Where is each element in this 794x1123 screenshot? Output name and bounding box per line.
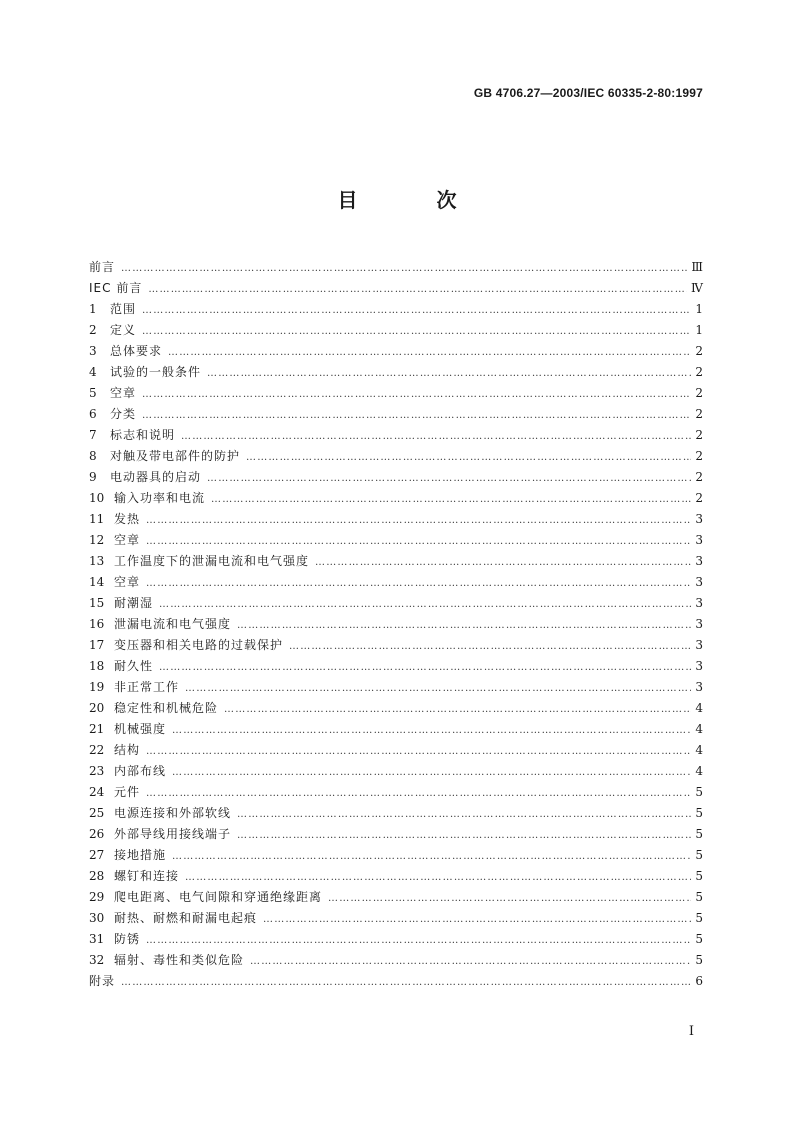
toc-leader-dots bbox=[207, 468, 691, 489]
toc-leader-dots bbox=[263, 909, 691, 930]
toc-entry-label: 结构 bbox=[114, 743, 141, 757]
toc-entry-page: 5 bbox=[695, 848, 703, 862]
toc-entry-page: 5 bbox=[695, 911, 703, 925]
toc-entry-page: 2 bbox=[695, 491, 703, 505]
toc-entry-number: 3 bbox=[89, 344, 97, 358]
toc-entry-number: 8 bbox=[89, 449, 97, 463]
toc-entry-page: 3 bbox=[695, 617, 703, 631]
toc-entry-page: 3 bbox=[695, 680, 703, 694]
toc-entry-label: 空章 bbox=[110, 386, 137, 400]
toc-entry-label: 前言 bbox=[89, 260, 116, 274]
toc-entry[interactable] bbox=[89, 635, 703, 656]
toc-entry-number: 26 bbox=[89, 827, 105, 841]
toc-entry-label: 发热 bbox=[114, 512, 141, 526]
toc-leader-dots bbox=[237, 825, 691, 846]
toc-entry-page: Ⅳ bbox=[691, 281, 703, 295]
toc-leader-dots bbox=[146, 783, 691, 804]
toc-entry-label: 外部导线用接线端子 bbox=[114, 827, 232, 841]
toc-entry-number: 21 bbox=[89, 722, 105, 736]
toc-entry-label: 元件 bbox=[114, 785, 141, 799]
toc-entry-page: 2 bbox=[695, 365, 703, 379]
toc-entry[interactable] bbox=[89, 509, 703, 530]
toc-entry[interactable] bbox=[89, 530, 703, 551]
toc-leader-dots bbox=[211, 489, 691, 510]
toc-leader-dots bbox=[250, 951, 691, 972]
toc-entry-page: 2 bbox=[695, 344, 703, 358]
toc-entry[interactable] bbox=[89, 593, 703, 614]
toc-entry-page: Ⅲ bbox=[691, 260, 703, 274]
toc-entry-page: 6 bbox=[695, 974, 703, 988]
toc-entry[interactable] bbox=[89, 761, 703, 782]
toc-entry-label: 接地措施 bbox=[114, 848, 167, 862]
toc-entry[interactable] bbox=[89, 362, 703, 383]
toc-entry-number: 32 bbox=[89, 953, 105, 967]
toc-entry[interactable] bbox=[89, 971, 703, 992]
toc-entry[interactable] bbox=[89, 278, 703, 299]
toc-entry[interactable] bbox=[89, 740, 703, 761]
toc-entry-number: 22 bbox=[89, 743, 105, 757]
toc-entry[interactable] bbox=[89, 656, 703, 677]
toc-entry-label: 泄漏电流和电气强度 bbox=[114, 617, 232, 631]
toc-leader-dots bbox=[142, 384, 691, 405]
toc-leader-dots bbox=[121, 258, 687, 279]
toc-entry-page: 2 bbox=[695, 428, 703, 442]
toc-leader-dots bbox=[148, 279, 687, 300]
toc-entry-label: 空章 bbox=[114, 575, 141, 589]
toc-entry-page: 5 bbox=[695, 953, 703, 967]
toc-entry-page: 4 bbox=[695, 722, 703, 736]
toc-entry-page: 2 bbox=[695, 470, 703, 484]
toc-leader-dots bbox=[289, 636, 691, 657]
toc-entry-page: 2 bbox=[695, 449, 703, 463]
toc-entry-page: 5 bbox=[695, 890, 703, 904]
toc-entry-page: 3 bbox=[695, 512, 703, 526]
toc-entry-page: 2 bbox=[695, 407, 703, 421]
toc-entry[interactable] bbox=[89, 782, 703, 803]
table-of-contents bbox=[89, 257, 703, 992]
toc-entry[interactable] bbox=[89, 614, 703, 635]
toc-entry-number: 28 bbox=[89, 869, 105, 883]
toc-entry-page: 5 bbox=[695, 806, 703, 820]
toc-leader-dots bbox=[172, 762, 691, 783]
toc-leader-dots bbox=[181, 426, 691, 447]
toc-entry[interactable] bbox=[89, 845, 703, 866]
toc-entry[interactable] bbox=[89, 803, 703, 824]
toc-entry[interactable] bbox=[89, 467, 703, 488]
toc-entry[interactable] bbox=[89, 929, 703, 950]
toc-entry-page: 3 bbox=[695, 575, 703, 589]
toc-entry-number: 11 bbox=[89, 512, 105, 526]
toc-entry[interactable] bbox=[89, 257, 703, 278]
toc-leader-dots bbox=[142, 300, 691, 321]
toc-entry-number: 18 bbox=[89, 659, 105, 673]
toc-leader-dots bbox=[146, 510, 691, 531]
toc-entry-number: 7 bbox=[89, 428, 97, 442]
toc-entry[interactable] bbox=[89, 572, 703, 593]
toc-entry-page: 3 bbox=[695, 554, 703, 568]
toc-entry-number: 9 bbox=[89, 470, 97, 484]
toc-entry-label: 耐久性 bbox=[114, 659, 154, 673]
toc-entry-page: 5 bbox=[695, 932, 703, 946]
toc-leader-dots bbox=[246, 447, 691, 468]
toc-leader-dots bbox=[168, 342, 691, 363]
toc-entry-number: 1 bbox=[89, 302, 97, 316]
toc-leader-dots bbox=[328, 888, 691, 909]
toc-leader-dots bbox=[185, 678, 691, 699]
toc-leader-dots bbox=[207, 363, 691, 384]
toc-leader-dots bbox=[237, 804, 691, 825]
toc-entry-page: 3 bbox=[695, 533, 703, 547]
toc-entry-page: 5 bbox=[695, 869, 703, 883]
toc-entry-label: 辐射、毒性和类似危险 bbox=[114, 953, 245, 967]
toc-entry-number: 6 bbox=[89, 407, 97, 421]
toc-leader-dots bbox=[315, 552, 691, 573]
toc-entry-label: 标志和说明 bbox=[110, 428, 176, 442]
toc-entry-number: 24 bbox=[89, 785, 105, 799]
toc-entry-label: 空章 bbox=[114, 533, 141, 547]
toc-entry-page: 3 bbox=[695, 659, 703, 673]
toc-entry-number: 12 bbox=[89, 533, 105, 547]
toc-entry[interactable] bbox=[89, 866, 703, 887]
toc-entry[interactable] bbox=[89, 698, 703, 719]
toc-entry[interactable] bbox=[89, 908, 703, 929]
toc-entry[interactable] bbox=[89, 950, 703, 971]
toc-entry-number: 20 bbox=[89, 701, 105, 715]
toc-leader-dots bbox=[146, 531, 691, 552]
toc-entry-label: 耐热、耐燃和耐漏电起痕 bbox=[114, 911, 258, 925]
page-title: 目 次 bbox=[337, 188, 493, 212]
page-number: I bbox=[688, 1024, 694, 1039]
toc-leader-dots bbox=[224, 699, 691, 720]
toc-leader-dots bbox=[159, 657, 691, 678]
toc-entry[interactable] bbox=[89, 719, 703, 740]
toc-entry-number: 19 bbox=[89, 680, 105, 694]
toc-entry-label: 对触及带电部件的防护 bbox=[110, 449, 241, 463]
toc-leader-dots bbox=[146, 741, 691, 762]
toc-leader-dots bbox=[146, 930, 691, 951]
toc-entry-label: 输入功率和电流 bbox=[114, 491, 206, 505]
toc-entry-number: 29 bbox=[89, 890, 105, 904]
toc-leader-dots bbox=[172, 846, 691, 867]
toc-leader-dots bbox=[142, 321, 691, 342]
toc-entry-number: 23 bbox=[89, 764, 105, 778]
toc-entry-number: 30 bbox=[89, 911, 105, 925]
toc-entry[interactable] bbox=[89, 341, 703, 362]
toc-leader-dots bbox=[121, 972, 691, 993]
toc-entry-label: 范围 bbox=[110, 302, 137, 316]
standard-code-header: GB 4706.27—2003/IEC 60335-2-80:1997 bbox=[473, 86, 703, 100]
toc-entry-label: 变压器和相关电路的过载保护 bbox=[114, 638, 284, 652]
toc-entry-number: 2 bbox=[89, 323, 97, 337]
toc-entry-label: 分类 bbox=[110, 407, 137, 421]
toc-entry-page: 4 bbox=[695, 743, 703, 757]
toc-entry-label: 电源连接和外部软线 bbox=[114, 806, 232, 820]
toc-leader-dots bbox=[237, 615, 691, 636]
toc-entry[interactable] bbox=[89, 425, 703, 446]
toc-entry[interactable] bbox=[89, 404, 703, 425]
toc-entry-number: 14 bbox=[89, 575, 105, 589]
toc-leader-dots bbox=[142, 405, 691, 426]
toc-entry-label: 非正常工作 bbox=[114, 680, 180, 694]
toc-entry-number: 4 bbox=[89, 365, 97, 379]
toc-leader-dots bbox=[185, 867, 691, 888]
toc-leader-dots bbox=[172, 720, 691, 741]
toc-entry[interactable] bbox=[89, 383, 703, 404]
toc-entry-page: 4 bbox=[695, 764, 703, 778]
toc-entry-number: 10 bbox=[89, 491, 105, 505]
toc-entry-label: 电动器具的启动 bbox=[110, 470, 202, 484]
toc-entry-page: 3 bbox=[695, 596, 703, 610]
toc-entry-number: 16 bbox=[89, 617, 105, 631]
toc-entry[interactable] bbox=[89, 320, 703, 341]
toc-entry-label: 爬电距离、电气间隙和穿通绝缘距离 bbox=[114, 890, 323, 904]
toc-entry-label: 附录 bbox=[89, 974, 116, 988]
toc-entry-number: 15 bbox=[89, 596, 105, 610]
toc-entry-page: 1 bbox=[695, 323, 703, 337]
toc-entry-page: 5 bbox=[695, 785, 703, 799]
toc-entry-label: 稳定性和机械危险 bbox=[114, 701, 219, 715]
toc-entry[interactable] bbox=[89, 677, 703, 698]
toc-entry[interactable] bbox=[89, 446, 703, 467]
toc-leader-dots bbox=[159, 594, 691, 615]
toc-entry-label: 螺钉和连接 bbox=[114, 869, 180, 883]
toc-entry-page: 3 bbox=[695, 638, 703, 652]
toc-entry-number: 17 bbox=[89, 638, 105, 652]
toc-entry-label: 定义 bbox=[110, 323, 137, 337]
toc-entry-label: 试验的一般条件 bbox=[110, 365, 202, 379]
toc-entry-label: IEC 前言 bbox=[89, 281, 143, 295]
toc-entry-label: 总体要求 bbox=[110, 344, 163, 358]
toc-leader-dots bbox=[146, 573, 691, 594]
toc-entry[interactable] bbox=[89, 887, 703, 908]
toc-entry-number: 25 bbox=[89, 806, 105, 820]
toc-entry-label: 机械强度 bbox=[114, 722, 167, 736]
toc-entry-label: 耐潮湿 bbox=[114, 596, 154, 610]
toc-entry-label: 防锈 bbox=[114, 932, 141, 946]
toc-entry-page: 5 bbox=[695, 827, 703, 841]
toc-entry[interactable] bbox=[89, 551, 703, 572]
toc-entry-page: 2 bbox=[695, 386, 703, 400]
toc-entry-label: 工作温度下的泄漏电流和电气强度 bbox=[114, 554, 310, 568]
toc-entry[interactable] bbox=[89, 824, 703, 845]
toc-entry-number: 27 bbox=[89, 848, 105, 862]
toc-entry-number: 31 bbox=[89, 932, 105, 946]
toc-entry-page: 1 bbox=[695, 302, 703, 316]
toc-entry[interactable] bbox=[89, 299, 703, 320]
toc-entry-number: 13 bbox=[89, 554, 105, 568]
toc-entry-number: 5 bbox=[89, 386, 97, 400]
toc-entry-label: 内部布线 bbox=[114, 764, 167, 778]
toc-entry[interactable] bbox=[89, 488, 703, 509]
toc-entry-page: 4 bbox=[695, 701, 703, 715]
